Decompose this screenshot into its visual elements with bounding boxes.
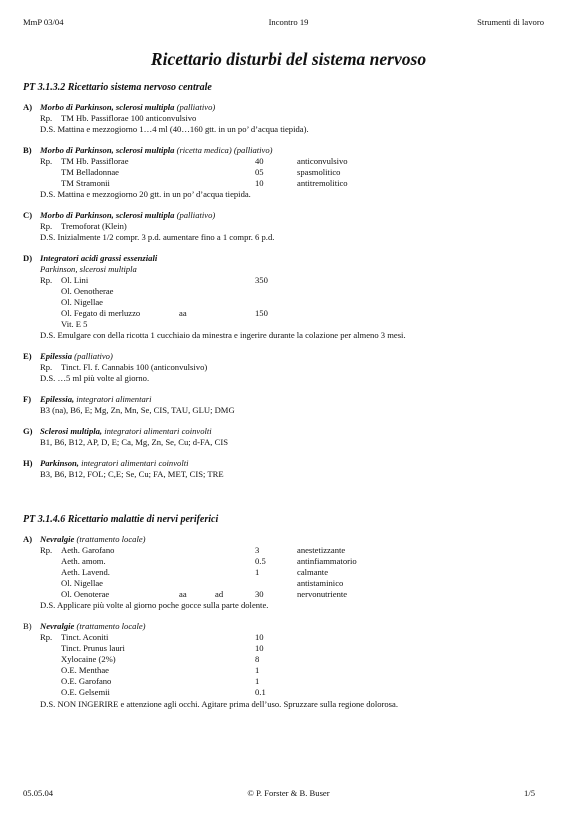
s2-a-row-ad: ad [215, 589, 224, 599]
s1-h-letter: H) [23, 458, 33, 468]
s1-d-title: Integratori acidi grassi essenziali [40, 253, 158, 263]
s1-d-row-name: Ol. Fegato di merluzzo [61, 308, 141, 318]
s1-h-text: B3, B6, B12, FOL; C,E; Se, Cu; FA, MET, CIS; TRE [40, 469, 224, 479]
s2-b-row-qty: 10 [255, 643, 264, 653]
s1-a-rp-label: Rp. [40, 113, 53, 123]
s2-a-row-action: antistaminico [297, 578, 344, 588]
s1-b-row-name: TM Belladonnae [61, 167, 119, 177]
s1-a-rp-text: TM Hb. Passiflorae 100 anticonvulsivo [61, 113, 197, 123]
footer-page-number: 1/5 [524, 788, 535, 798]
s2-b-title: Nevralgie (trattamento locale) [40, 621, 146, 631]
s1-d-row-name: Ol. Oenotherae [61, 286, 114, 296]
s1-c-title: Morbo di Parkinson, sclerosi multipla (palliativo) [40, 210, 216, 220]
s2-b-row-name: O.E. Menthae [61, 665, 109, 675]
s1-f-text: B3 (na), B6, E; Mg, Zn, Mn, Se, CIS, TAU, GLU; DMG [40, 405, 235, 415]
s2-b-ds: D.S. NON INGERIRE e attenzione agli occhi. Agitare prima dell’uso. Spruzzare sulla regione dolorosa. [40, 699, 398, 709]
s1-b-row-action: spasmolitico [297, 167, 341, 177]
s1-b-ds: D.S. Mattina e mezzogiorno 20 gtt. in un po’ d’acqua tiepida. [40, 189, 251, 199]
s2-b-letter: B) [23, 621, 32, 631]
s2-a-row-action: anestetizzante [297, 545, 346, 555]
s1-g-letter: G) [23, 426, 33, 436]
s1-b-row-action: antitremolitico [297, 178, 348, 188]
s2-a-title: Nevralgie (trattamento locale) [40, 534, 146, 544]
s1-b-row-action: anticonvulsivo [297, 156, 348, 166]
s1-a-letter: A) [23, 102, 33, 112]
s1-a-ds: D.S. Mattina e mezzogiorno 1…4 ml (40…160 gtt. in un po’ d’acqua tiepida). [40, 124, 309, 134]
s1-h-title: Parkinson, integratori alimentari coinvolti [40, 458, 189, 468]
s1-g-title: Sclerosi multipla, integratori alimentari coinvolti [40, 426, 212, 436]
s2-a-row-action: nervonutriente [297, 589, 348, 599]
s2-b-row-qty: 1 [255, 665, 260, 675]
s2-b-row-name: Tinct. Aconiti [61, 632, 109, 642]
s1-e-rp-text: Tinct. Fl. f. Cannabis 100 (anticonvulsivo) [61, 362, 208, 372]
s2-a-row-name: Aeth. Garofano [61, 545, 115, 555]
s2-b-rp-label: Rp. [40, 632, 53, 642]
s1-d-ds: D.S. Emulgare con della ricotta 1 cucchiaio da minestra e ingerire durante la colazione per almeno 3 mesi. [40, 330, 406, 340]
footer-copyright: © P. Forster & B. Buser [247, 788, 330, 798]
s2-a-row-name: Aeth. Lavend. [61, 567, 110, 577]
s2-a-row-action: calmante [297, 567, 329, 577]
s1-e-rp-label: Rp. [40, 362, 53, 372]
s2-a-row-qty: 0.5 [255, 556, 266, 566]
s2-a-row-qty: 3 [255, 545, 260, 555]
s2-b-row-qty: 10 [255, 632, 264, 642]
s2-a-row-name: Ol. Oenoterae [61, 589, 110, 599]
s2-b-row-name: Xylocaine (2%) [61, 654, 116, 664]
s2-a-row-aa: aa [179, 589, 187, 599]
s2-a-letter: A) [23, 534, 33, 544]
s2-a-row-name: Ol. Nigellae [61, 578, 103, 588]
s2-b-row-name: O.E. Gelsemii [61, 687, 110, 697]
s1-c-rp-label: Rp. [40, 221, 53, 231]
s1-d-rp-label: Rp. [40, 275, 53, 285]
s1-c-letter: C) [23, 210, 33, 220]
s1-d-row-aa: aa [179, 308, 187, 318]
s2-a-rp-label: Rp. [40, 545, 53, 555]
s1-c-ds: D.S. Inizialmente 1/2 compr. 3 p.d. aumentare fino a 1 compr. 6 p.d. [40, 232, 275, 242]
section2-heading: PT 3.1.4.6 Ricettario malattie di nervi periferici [23, 514, 219, 525]
s1-d-row-name: Ol. Nigellae [61, 297, 103, 307]
s1-b-rp-label: Rp. [40, 156, 53, 166]
s1-b-row-name: TM Hb. Passiflorae [61, 156, 129, 166]
s1-b-row-qty: 40 [255, 156, 264, 166]
s1-e-ds: D.S. …5 ml più volte al giorno. [40, 373, 150, 383]
s2-a-row-qty: 1 [255, 567, 260, 577]
s1-f-title: Epilessia, integratori alimentari [40, 394, 152, 404]
s1-e-title: Epilessia (palliativo) [40, 351, 113, 361]
s1-b-row-qty: 10 [255, 178, 264, 188]
s2-b-row-qty: 1 [255, 676, 260, 686]
page-title: Ricettario disturbi del sistema nervoso [150, 49, 427, 69]
s1-d-row-qty: 150 [255, 308, 268, 318]
s1-d-letter: D) [23, 253, 33, 263]
footer-date: 05.05.04 [23, 788, 54, 798]
s2-a-row-action: antinfiammatorio [297, 556, 357, 566]
header-center: Incontro 19 [268, 17, 309, 27]
s2-b-row-qty: 8 [255, 654, 260, 664]
s1-b-row-name: TM Stramonii [61, 178, 110, 188]
s1-g-text: B1, B6, B12, AP, D, E; Ca, Mg, Zn, Se, Cu; d-FA, CIS [40, 437, 228, 447]
s1-e-letter: E) [23, 351, 32, 361]
s1-b-row-qty: 05 [255, 167, 264, 177]
s1-b-letter: B) [23, 145, 32, 155]
s1-b-title: Morbo di Parkinson, sclerosi multipla (ricetta medica) (palliativo) [40, 145, 273, 155]
s2-a-ds: D.S. Applicare più volte al giorno poche gocce sulla parte dolente. [40, 600, 269, 610]
header-left: MmP 03/04 [23, 17, 64, 27]
s1-d-subtitle: Parkinson, slcerosi multipla [40, 264, 137, 274]
s1-d-row-name: Ol. Lini [61, 275, 89, 285]
s1-d-row-name: Vit. E 5 [61, 319, 88, 329]
s2-a-row-qty: 30 [255, 589, 264, 599]
s1-c-rp-text: Tremoforat (Klein) [61, 221, 127, 231]
s2-a-row-name: Aeth. amom. [61, 556, 106, 566]
s2-b-row-qty: 0.1 [255, 687, 266, 697]
header-right: Strumenti di lavoro [477, 17, 544, 27]
section1-heading: PT 3.1.3.2 Ricettario sistema nervoso centrale [23, 82, 212, 93]
s1-f-letter: F) [23, 394, 32, 404]
s2-b-row-name: O.E. Garofano [61, 676, 112, 686]
s1-d-row-qty: 350 [255, 275, 268, 285]
s1-a-title: Morbo di Parkinson, sclerosi multipla (palliativo) [40, 102, 216, 112]
s2-b-row-name: Tinct. Prunus lauri [61, 643, 125, 653]
